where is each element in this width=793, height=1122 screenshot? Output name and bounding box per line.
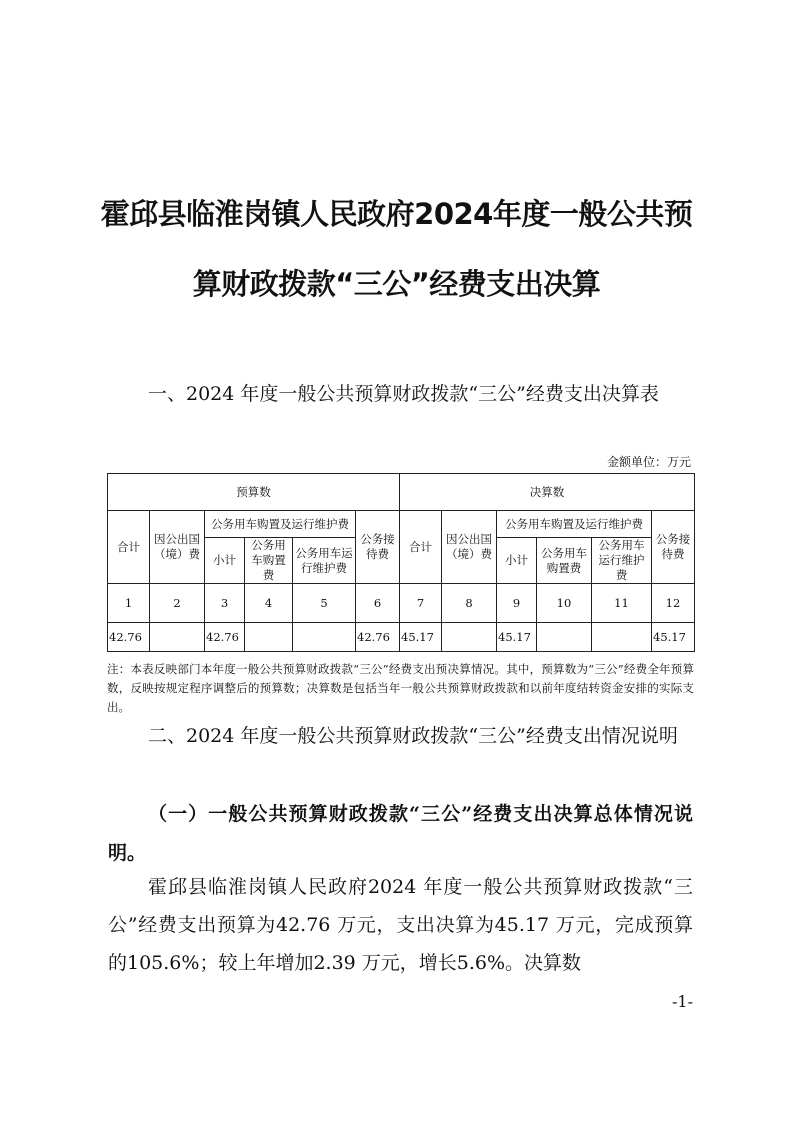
- table-cell: [245, 623, 293, 652]
- table-cell: [442, 623, 497, 652]
- table-cell: [592, 623, 652, 652]
- final-total-header: 合计: [400, 511, 442, 584]
- final-vehicle-purchase-header: 公务用车购置费: [537, 538, 592, 584]
- table-group-header-row: [108, 474, 695, 511]
- budget-reception-header: 公务接待费: [356, 511, 400, 584]
- subsection-1-heading: （一）一般公共预算财政拨款“三公”经费支出决算总体情况说明。: [108, 803, 693, 864]
- column-number-row: [108, 584, 695, 623]
- final-abroad-header: 因公出国（境）费: [442, 511, 497, 584]
- budget-vehicle-operation-header: 公务用车运行维护费: [293, 538, 356, 584]
- budget-group-header: 预算数: [108, 474, 400, 511]
- column-number: 4: [245, 584, 293, 623]
- budget-abroad-header: 因公出国（境）费: [150, 511, 205, 584]
- table-header-row: [108, 511, 695, 538]
- final-reception-header: 公务接待费: [652, 511, 695, 584]
- column-number: 1: [108, 584, 150, 623]
- table-cell: 45.17: [652, 623, 695, 652]
- budget-subtotal-header: 小计: [205, 538, 245, 584]
- column-number: 6: [356, 584, 400, 623]
- table-cell: 42.76: [108, 623, 150, 652]
- table-cell: 45.17: [497, 623, 537, 652]
- budget-total-header: 合计: [108, 511, 150, 584]
- table-cell: 42.76: [205, 623, 245, 652]
- table-row: [108, 623, 695, 652]
- section-1-heading: 一、2024 年度一般公共预算财政拨款“三公”经费支出决算表: [148, 383, 659, 405]
- column-number: 9: [497, 584, 537, 623]
- budget-vehicle-group-header: 公务用车购置及运行维护费: [205, 511, 356, 538]
- column-number: 7: [400, 584, 442, 623]
- final-vehicle-operation-header: 公务用车运行维护费: [592, 538, 652, 584]
- column-number: 8: [442, 584, 497, 623]
- column-number: 10: [537, 584, 592, 623]
- column-number: 11: [592, 584, 652, 623]
- page-number: -1-: [672, 992, 693, 1011]
- unit-label: 金额单位：万元: [606, 455, 691, 469]
- final-vehicle-group-header: 公务用车购置及运行维护费: [497, 511, 652, 538]
- column-number: 5: [293, 584, 356, 623]
- section-2-heading: 二、2024 年度一般公共预算财政拨款“三公”经费支出情况说明: [148, 725, 678, 747]
- table-cell: 42.76: [356, 623, 400, 652]
- table-cell: 45.17: [400, 623, 442, 652]
- column-number: 2: [150, 584, 205, 623]
- budget-vehicle-purchase-header: 公务用车购置费: [245, 538, 293, 584]
- document-title-line-1: 霍邱县临淮岗镇人民政府2024年度一般公共预: [100, 197, 693, 231]
- table-note: 注：本表反映部门本年度一般公共预算财政拨款“三公”经费支出预决算情况。其中，预算数为“三公”经费全年预算数，反映按规定程序调整后的预算数；决算数是包括当年一般公共预算财政拨款和以前年度结转资金安排的实际支出。: [107, 662, 694, 714]
- table-cell: [293, 623, 356, 652]
- column-number: 12: [652, 584, 695, 623]
- column-number: 3: [205, 584, 245, 623]
- final-subtotal-header: 小计: [497, 538, 537, 584]
- table-cell: [150, 623, 205, 652]
- body-paragraph: 霍邱县临淮岗镇人民政府2024 年度一般公共预算财政拨款“三公”经费支出预算为42.76 万元，支出决算为45.17 万元，完成预算的105.6%；较上年增加2.39 万元，增长5.6%。决算数: [108, 876, 693, 974]
- document-title-line-2: 算财政拨款“三公”经费支出决算: [192, 267, 601, 301]
- three-public-expense-table: [107, 473, 695, 652]
- table-cell: [537, 623, 592, 652]
- final-group-header: 决算数: [400, 474, 695, 511]
